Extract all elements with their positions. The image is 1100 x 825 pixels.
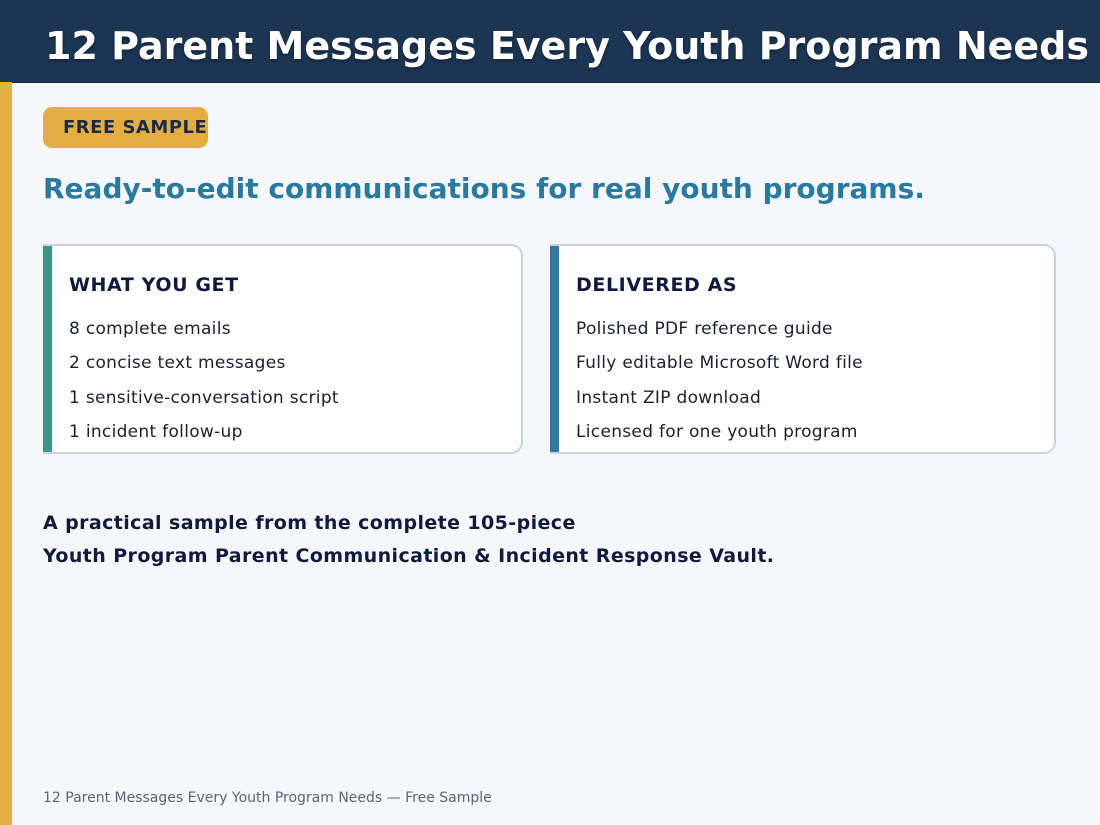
left-accent-bar bbox=[0, 82, 12, 825]
list-item: Instant ZIP download bbox=[576, 387, 762, 408]
what-you-get-list bbox=[69, 312, 339, 449]
summary-line: Youth Program Parent Communication & Incident Response Vault. bbox=[43, 545, 775, 567]
footer-text: 12 Parent Messages Every Youth Program Needs — Free Sample bbox=[43, 790, 492, 806]
free-sample-badge: FREE SAMPLE bbox=[43, 107, 208, 148]
list-item: 8 complete emails bbox=[69, 319, 231, 339]
header-bar bbox=[0, 0, 1100, 83]
list-item: Licensed for one youth program bbox=[576, 421, 858, 442]
list-item: 1 sensitive-conversation script bbox=[69, 387, 339, 408]
list-item: Polished PDF reference guide bbox=[576, 319, 833, 339]
delivered-as-list bbox=[576, 312, 863, 449]
what-you-get-card bbox=[43, 244, 523, 454]
card-heading: DELIVERED AS bbox=[576, 274, 738, 296]
card-heading: WHAT YOU GET bbox=[69, 274, 239, 296]
summary-text bbox=[43, 507, 774, 573]
page-title: 12 Parent Messages Every Youth Program Needs bbox=[45, 24, 1089, 68]
list-item: 1 incident follow-up bbox=[69, 421, 243, 442]
subtitle: Ready-to-edit communications for real youth programs. bbox=[43, 172, 925, 205]
list-item: 2 concise text messages bbox=[69, 353, 286, 374]
summary-line: A practical sample from the complete 105-piece bbox=[43, 512, 576, 534]
delivered-as-card bbox=[550, 244, 1056, 454]
list-item: Fully editable Microsoft Word file bbox=[576, 353, 863, 374]
